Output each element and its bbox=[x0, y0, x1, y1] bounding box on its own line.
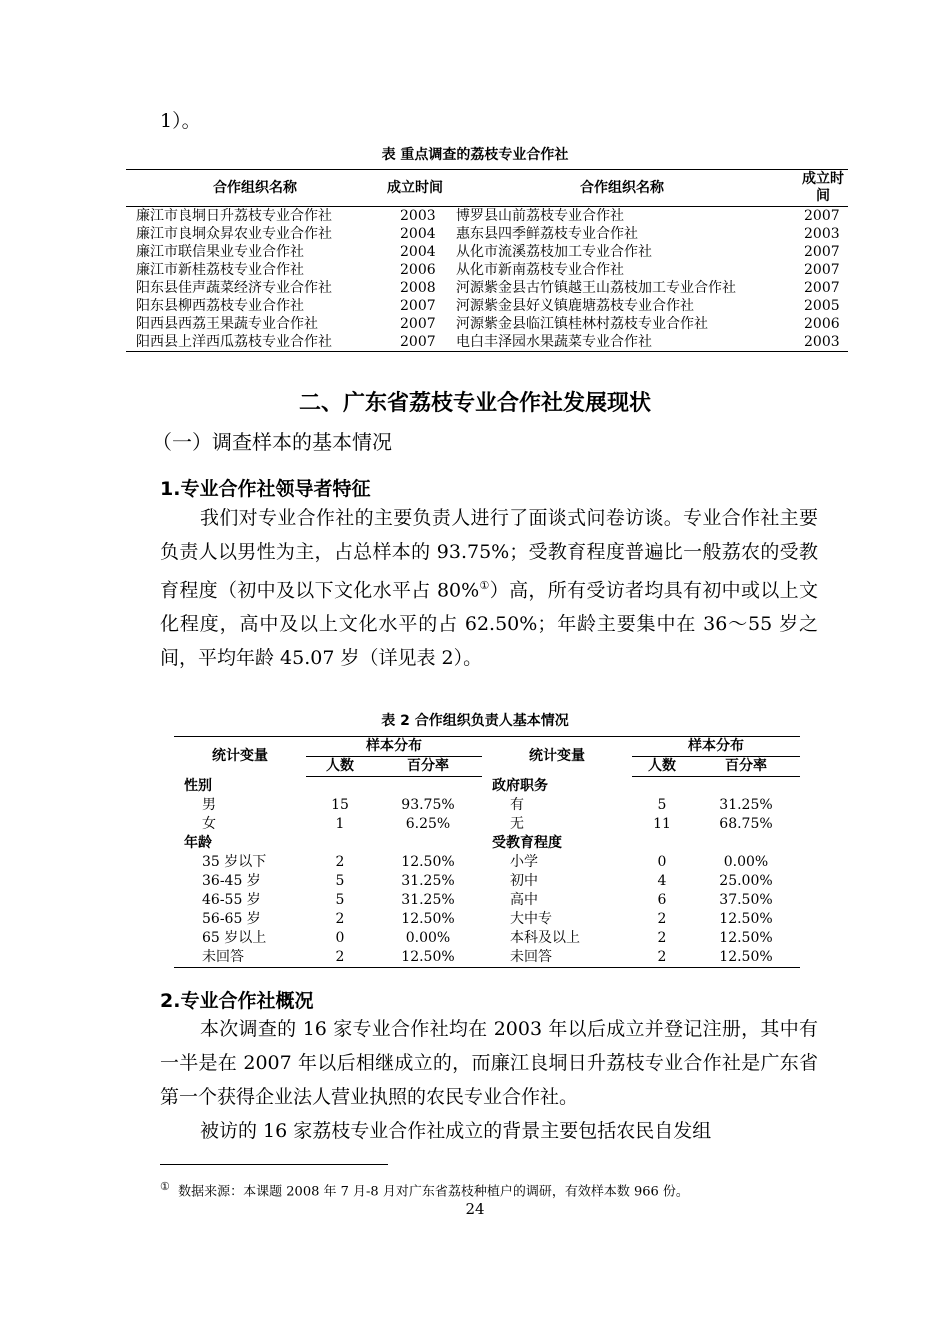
t2-left-label: 35 岁以下 bbox=[202, 853, 267, 870]
table1-row bbox=[126, 333, 848, 352]
t2-right-label: 有 bbox=[510, 796, 524, 813]
page-number: 24 bbox=[465, 1200, 485, 1218]
t2-left-count bbox=[306, 777, 374, 796]
t2-left-pct: 0.00% bbox=[405, 929, 451, 946]
t2-right-count: 11 bbox=[653, 815, 671, 832]
t2-right-count bbox=[632, 777, 692, 796]
table2-row bbox=[174, 853, 800, 872]
t1-year-2: 2003 bbox=[798, 333, 848, 352]
table1-row bbox=[126, 297, 848, 315]
t1-name-2: 从化市流溪荔枝加工专业合作社 bbox=[456, 244, 652, 260]
t1-name-1: 廉江市良垌日升荔枝专业合作社 bbox=[136, 208, 332, 224]
t2-right-pct: 68.75% bbox=[719, 815, 773, 832]
t2-left-count: 5 bbox=[335, 891, 345, 908]
table1-row bbox=[126, 243, 848, 261]
t2-left-label: 46-55 岁 bbox=[202, 891, 261, 908]
t2-right-label: 本科及以上 bbox=[510, 929, 580, 946]
table2 bbox=[174, 736, 800, 968]
t2-left-pct bbox=[374, 834, 482, 853]
t1-name-2: 惠东县四季鲜荔枝专业合作社 bbox=[456, 226, 638, 242]
table1-row bbox=[126, 261, 848, 279]
t2-header-pct-1: 百分率 bbox=[374, 757, 482, 777]
t1-year-2: 2006 bbox=[804, 316, 840, 332]
table2-header-row bbox=[174, 737, 800, 757]
t2-right-count: 2 bbox=[657, 929, 667, 946]
t2-left-pct bbox=[374, 777, 482, 796]
heading-coop-overview: 2.专业合作社概况 bbox=[160, 990, 314, 1012]
t2-left-count: 0 bbox=[335, 929, 345, 946]
t2-left-count: 15 bbox=[331, 796, 349, 813]
t1-header-year-2: 成立时间 bbox=[798, 170, 848, 207]
t2-left-count: 5 bbox=[335, 872, 345, 889]
t2-right-label: 未回答 bbox=[482, 948, 632, 968]
t1-year-1: 2008 bbox=[400, 280, 436, 296]
t2-right-label: 无 bbox=[510, 815, 524, 832]
table1-header-row bbox=[126, 170, 848, 207]
t2-right-pct: 0.00% bbox=[723, 853, 769, 870]
t1-year-2: 2007 bbox=[804, 280, 840, 296]
t1-year-2: 2003 bbox=[804, 226, 840, 242]
t2-left-pct: 12.50% bbox=[401, 910, 455, 927]
t1-year-1: 2006 bbox=[400, 262, 436, 278]
t2-right-pct: 31.25% bbox=[719, 796, 773, 813]
lead-text: 1）。 bbox=[160, 110, 201, 132]
t2-header-dist-2: 样本分布 bbox=[632, 737, 800, 757]
t2-header-var-2: 统计变量 bbox=[482, 737, 632, 777]
table2-caption: 表 2 合作组织负责人基本情况 bbox=[381, 713, 569, 729]
table1-row bbox=[126, 225, 848, 243]
table1-row bbox=[126, 315, 848, 333]
t2-left-label: 56-65 岁 bbox=[202, 910, 261, 927]
t2-header-count-1: 人数 bbox=[306, 757, 374, 777]
table2-row bbox=[174, 815, 800, 834]
t2-left-label: 年龄 bbox=[184, 834, 212, 851]
t1-year-2: 2007 bbox=[804, 262, 840, 278]
t2-header-pct-2: 百分率 bbox=[692, 757, 800, 777]
t1-year-2: 2005 bbox=[804, 298, 840, 314]
t2-right-label: 大中专 bbox=[510, 910, 552, 927]
t2-left-count: 2 bbox=[306, 948, 374, 968]
table1 bbox=[126, 169, 848, 352]
t2-right-pct: 37.50% bbox=[719, 891, 773, 908]
paragraph-coop-background: 被访的 16 家荔枝专业合作社成立的背景主要包括农民自发组 bbox=[200, 1120, 712, 1142]
t1-name-2: 从化市新南荔枝专业合作社 bbox=[456, 262, 624, 278]
footnote-ref[interactable]: ① bbox=[479, 579, 490, 592]
t2-right-pct: 25.00% bbox=[719, 872, 773, 889]
table2-row bbox=[174, 872, 800, 891]
t2-right-label: 初中 bbox=[510, 872, 538, 889]
t2-left-pct: 31.25% bbox=[401, 872, 455, 889]
t2-right-count: 5 bbox=[657, 796, 667, 813]
t2-left-count: 2 bbox=[335, 910, 345, 927]
t1-name-2: 河源紫金县好义镇鹿塘荔枝专业合作社 bbox=[456, 298, 694, 314]
t2-right-label: 受教育程度 bbox=[492, 834, 562, 851]
t1-year-1: 2004 bbox=[400, 226, 436, 242]
t1-year-1: 2007 bbox=[400, 298, 436, 314]
t2-right-pct bbox=[692, 834, 800, 853]
t1-name-1: 廉江市新桂荔枝专业合作社 bbox=[136, 262, 304, 278]
table2-row bbox=[174, 929, 800, 948]
t1-year-1: 2003 bbox=[400, 208, 436, 224]
t2-right-pct: 12.50% bbox=[719, 929, 773, 946]
t2-right-count: 2 bbox=[632, 948, 692, 968]
t1-name-2: 河源紫金县古竹镇越王山荔枝加工专业合作社 bbox=[456, 280, 736, 296]
t2-right-pct: 12.50% bbox=[692, 948, 800, 968]
t1-name-1: 廉江市联信果业专业合作社 bbox=[136, 244, 304, 260]
t2-left-pct: 93.75% bbox=[401, 796, 455, 813]
t2-left-pct: 12.50% bbox=[374, 948, 482, 968]
footnote: ① 数据来源：本课题 2008 年 7 月-8 月对广东省荔枝种植户的调研，有效样本数 966 份。 bbox=[160, 1180, 689, 1200]
t2-right-count: 0 bbox=[657, 853, 667, 870]
paragraph-leader-traits: 我们对专业合作社的主要负责人进行了面谈式问卷访谈。专业合作社主要负责人以男性为主，占总样本的 93.75%；受教育程度普遍比一般荔农的受教育程度（初中及以下文化水平占 80%①）高，所有受访者均具有初中或以上文化程度，高中及以上文化水平的占 62.50%；年龄主要集中在 36～55 岁之间，平均年龄 45.07 岁（详见表 2）。 bbox=[160, 507, 818, 670]
t2-header-dist-1: 样本分布 bbox=[306, 737, 482, 757]
table1-caption: 表 重点调查的荔枝专业合作社 bbox=[381, 147, 569, 163]
t1-header-name-2: 合作组织名称 bbox=[446, 170, 798, 207]
t1-year-2: 2007 bbox=[804, 244, 840, 260]
t2-left-count bbox=[306, 834, 374, 853]
table1-row bbox=[126, 207, 848, 226]
t2-left-count: 1 bbox=[335, 815, 345, 832]
t1-header-year-1: 成立时间 bbox=[384, 170, 446, 207]
t2-right-pct: 12.50% bbox=[719, 910, 773, 927]
table2-row bbox=[174, 910, 800, 929]
t1-year-2: 2007 bbox=[804, 208, 840, 224]
table1-row bbox=[126, 279, 848, 297]
t1-year-1: 2004 bbox=[400, 244, 436, 260]
t1-name-2: 博罗县山前荔枝专业合作社 bbox=[456, 208, 624, 224]
t1-name-1: 廉江市良垌众昇农业专业合作社 bbox=[136, 226, 332, 242]
t2-left-count: 2 bbox=[335, 853, 345, 870]
t1-name-1: 阳西县上洋西瓜荔枝专业合作社 bbox=[126, 333, 384, 352]
t2-right-count: 4 bbox=[657, 872, 667, 889]
t2-left-label: 65 岁以上 bbox=[202, 929, 267, 946]
t2-left-label: 性别 bbox=[184, 777, 212, 794]
t2-right-count: 2 bbox=[657, 910, 667, 927]
t2-left-pct: 6.25% bbox=[405, 815, 451, 832]
t2-left-label: 未回答 bbox=[174, 948, 306, 968]
t2-right-label: 高中 bbox=[510, 891, 538, 908]
t2-left-label: 36-45 岁 bbox=[202, 872, 261, 889]
footnote-divider bbox=[160, 1164, 388, 1165]
t2-left-label: 女 bbox=[202, 815, 216, 832]
subsection-title: （一）调查样本的基本情况 bbox=[152, 430, 392, 454]
t2-header-count-2: 人数 bbox=[632, 757, 692, 777]
t1-name-2: 河源紫金县临江镇桂林村荔枝专业合作社 bbox=[456, 316, 708, 332]
t1-name-1: 阳东县柳西荔枝专业合作社 bbox=[136, 298, 304, 314]
t1-header-name-1: 合作组织名称 bbox=[126, 170, 384, 207]
table2-row bbox=[174, 777, 800, 796]
t2-right-pct bbox=[692, 777, 800, 796]
t2-right-count: 6 bbox=[657, 891, 667, 908]
t2-right-label: 小学 bbox=[510, 853, 538, 870]
t1-year-1: 2007 bbox=[384, 333, 446, 352]
paragraph-coop-overview: 本次调查的 16 家专业合作社均在 2003 年以后成立并登记注册，其中有一半是在 2007 年以后相继成立的，而廉江良垌日升荔枝专业合作社是广东省第一个获得企业法人营业执照的农民专业合作社。 bbox=[160, 1018, 818, 1108]
section-title: 二、广东省荔枝专业合作社发展现状 bbox=[298, 391, 651, 416]
table2-row bbox=[174, 948, 800, 968]
t2-left-pct: 31.25% bbox=[401, 891, 455, 908]
t1-name-1: 阳西县西荔王果蔬专业合作社 bbox=[136, 316, 318, 332]
table2-row bbox=[174, 834, 800, 853]
t1-name-2: 电白丰泽园水果蔬菜专业合作社 bbox=[446, 333, 798, 352]
t2-left-pct: 12.50% bbox=[401, 853, 455, 870]
t2-left-label: 男 bbox=[202, 796, 216, 813]
table2-row bbox=[174, 796, 800, 815]
table2-row bbox=[174, 891, 800, 910]
t2-right-label: 政府职务 bbox=[492, 777, 548, 794]
t2-header-var-1: 统计变量 bbox=[174, 737, 306, 777]
t1-name-1: 阳东县佳声蔬菜经济专业合作社 bbox=[136, 280, 332, 296]
t1-year-1: 2007 bbox=[400, 316, 436, 332]
t2-right-count bbox=[632, 834, 692, 853]
heading-leader-traits: 1.专业合作社领导者特征 bbox=[160, 478, 371, 500]
